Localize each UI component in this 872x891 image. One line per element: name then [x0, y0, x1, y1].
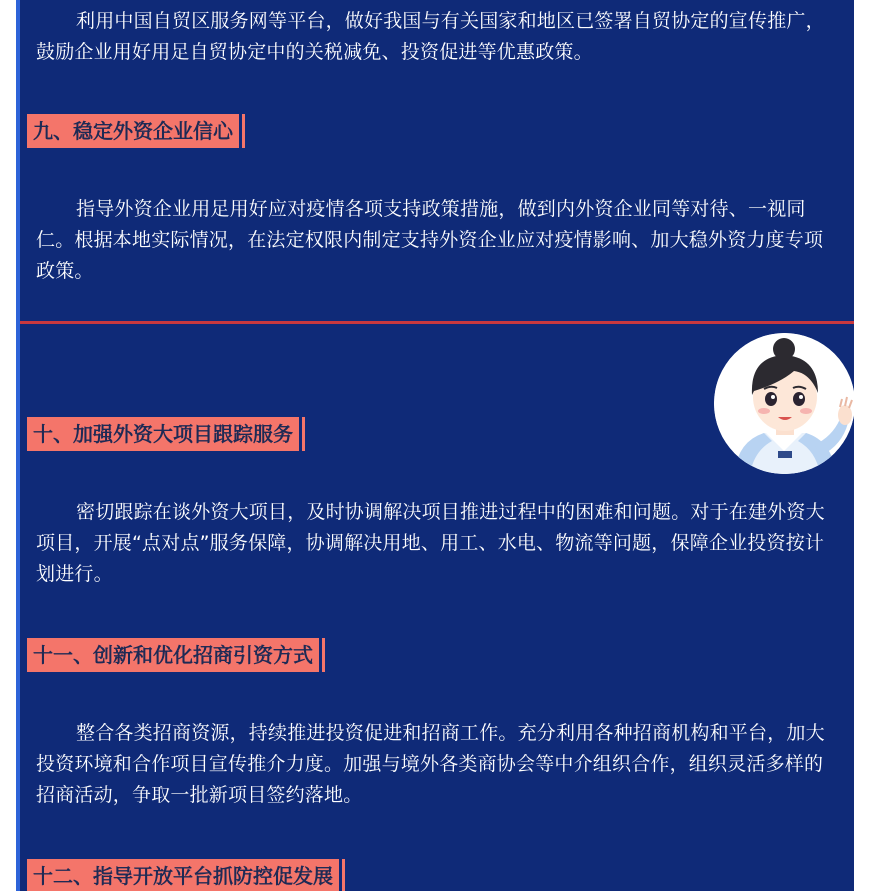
section-heading-10 — [27, 417, 305, 451]
cartoon-woman-avatar — [714, 333, 855, 474]
heading-accent-bar — [242, 114, 245, 148]
section-heading-9-text: 九、稳定外资企业信心 — [27, 114, 239, 148]
paragraph-9: 指导外资企业用足用好应对疫情各项支持政策措施，做到内外资企业同等对待、一视同仁。根据本地实际情况，在法定权限内制定支持外资企业应对疫情影响、加大稳外资力度专项政策。 — [36, 198, 824, 282]
section-heading-9 — [27, 114, 245, 148]
section-heading-10-text: 十、加强外资大项目跟踪服务 — [27, 417, 299, 451]
section-heading-11 — [27, 638, 325, 672]
section-divider — [20, 321, 854, 324]
cartoon-woman-icon — [714, 333, 855, 474]
paragraph-8-tail: 利用中国自贸区服务网等平台，做好我国与有关国家和地区已签署自贸协定的宣传推广，鼓励企业用好用足自贸协定中的关税减免、投资促进等优惠政策。 — [36, 10, 825, 63]
paragraph-11: 整合各类招商资源，持续推进投资促进和招商工作。充分利用各种招商机构和平台，加大投资环境和合作项目宣传推介力度。加强与境外各类商协会等中介组织合作，组织灵活多样的招商活动，争取一批新项目签约落地。 — [36, 722, 825, 806]
section-heading-12 — [27, 859, 345, 891]
section-heading-11-text: 十一、创新和优化招商引资方式 — [27, 638, 319, 672]
section-heading-12-text: 十二、指导开放平台抓防控促发展 — [27, 859, 339, 891]
heading-accent-bar — [322, 638, 325, 672]
heading-accent-bar — [302, 417, 305, 451]
paragraph-10: 密切跟踪在谈外资大项目，及时协调解决项目推进过程中的困难和问题。对于在建外资大项目，开展“点对点”服务保障，协调解决用地、用工、水电、物流等问题，保障企业投资按计划进行。 — [36, 501, 825, 585]
heading-accent-bar — [342, 859, 345, 891]
